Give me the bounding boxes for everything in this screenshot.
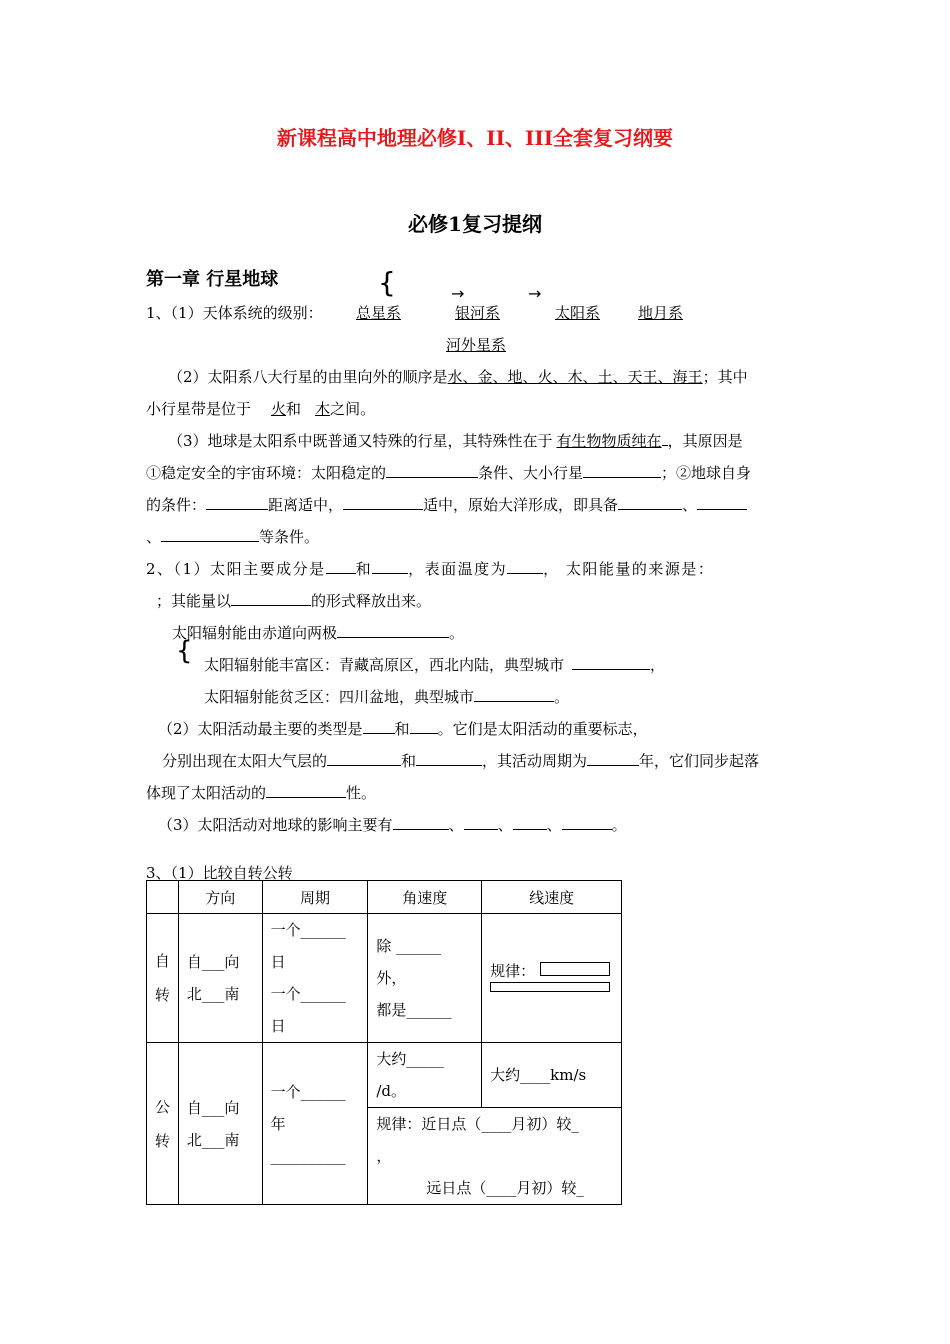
q2-line4: 太阳辐射能丰富区：青藏高原区，西北内陆，典型城市 ， [204, 656, 666, 674]
q1-p1-label: 1、（1）天体系统的级别： [146, 304, 323, 322]
q1-p3-line1: （3）地球是太阳系中既普通又特殊的行星，其特殊性在于 有生物物质纯在 ，其原因是 [168, 432, 743, 450]
cell-angular-speed: 大约_____ /d。 [368, 1043, 482, 1108]
q1-p3-line4: 、 等条件。 [146, 528, 320, 546]
q1-p3-line3: 的条件： 距离适中， 适中，原始大洋形成，即具备 、 [146, 494, 747, 515]
section-subtitle: 必修1复习提纲 [408, 212, 542, 236]
q2-line3: 太阳辐射能由赤道向两极 。 [172, 624, 465, 642]
q2-line9: （3）太阳活动对地球的影响主要有 、 、 、 。 [158, 816, 627, 834]
q1-p2-line2: 小行星带是位于 火和 木之间。 [146, 400, 376, 418]
q2-line8: 体现了太阳活动的 性。 [146, 784, 377, 802]
q2-line2: ；其能量以 的形式释放出来。 [156, 592, 432, 610]
arrow-right-icon: → [451, 284, 465, 303]
cell-linear-speed [482, 914, 622, 1043]
table-header-row [147, 881, 622, 914]
header-cell: 周期 [262, 881, 368, 914]
answer-milky-way: 银河系 [455, 304, 501, 322]
cell-period: 一个______ 日 一个______ 日 [262, 914, 368, 1043]
table-row [147, 1043, 622, 1108]
q1-p3-line2: ①稳定安全的宇宙环境：太阳稳定的 条件、大小行星 ；②地球自身 [146, 464, 752, 482]
header-cell [147, 881, 179, 914]
cell-direction: 自___向 北___南 [178, 914, 262, 1043]
cell-angular-speed: 除 ______ 外， 都是______ [368, 914, 482, 1043]
row-label-revolution: 公 转 [147, 1043, 179, 1205]
table-row [147, 914, 622, 1043]
cell-period: 一个______ 年 __________ [262, 1043, 368, 1205]
q2-line7: 分别出现在太阳大气层的 和 ，其活动周期为 年，它们同步起落 [162, 752, 760, 770]
header-cell: 角速度 [368, 881, 482, 914]
row-label-rotation: 自 转 [147, 914, 179, 1043]
arrow-right-icon: → [528, 284, 542, 303]
rotation-revolution-table [146, 880, 622, 1205]
q2-line5: 太阳辐射能贫乏区：四川盆地，典型城市 。 [204, 688, 570, 706]
answer-total-galaxy: 总星系 [356, 304, 402, 322]
header-cell: 方向 [178, 881, 262, 914]
brace-icon: { [378, 266, 396, 299]
answer-earth-moon: 地月系 [638, 304, 684, 322]
linear-speed-rule: 规律： [490, 958, 621, 998]
q2-line1: 2、（1）太阳主要成分是 和 ，表面温度为 ， 太阳能量的来源是： [146, 560, 715, 578]
q2-line6: （2）太阳活动最主要的类型是 和 。它们是太阳活动的重要标志， [158, 720, 648, 738]
answer-extragalactic: 河外星系 [446, 336, 507, 354]
document-title: 新课程高中地理必修I、II、III全套复习纲要 [276, 126, 674, 150]
brace-icon: { [176, 636, 193, 666]
q1-p2-line1: （2）太阳系八大行星的由里向外的顺序是水、金、地、火、木、土、天王、海王；其中 [168, 368, 748, 386]
cell-revolution-rule: 规律：近日点（____月初）较_ ， 远日点（____月初）较_ [368, 1108, 622, 1205]
answer-solar-system: 太阳系 [555, 304, 601, 322]
cell-linear-speed: 大约____km/s [482, 1043, 622, 1108]
q3-label: 3、（1）比较自转公转 [146, 864, 293, 882]
cell-direction: 自___向 北___南 [178, 1043, 262, 1205]
chapter-heading: 第一章 行星地球 [146, 269, 279, 290]
header-cell: 线速度 [482, 881, 622, 914]
